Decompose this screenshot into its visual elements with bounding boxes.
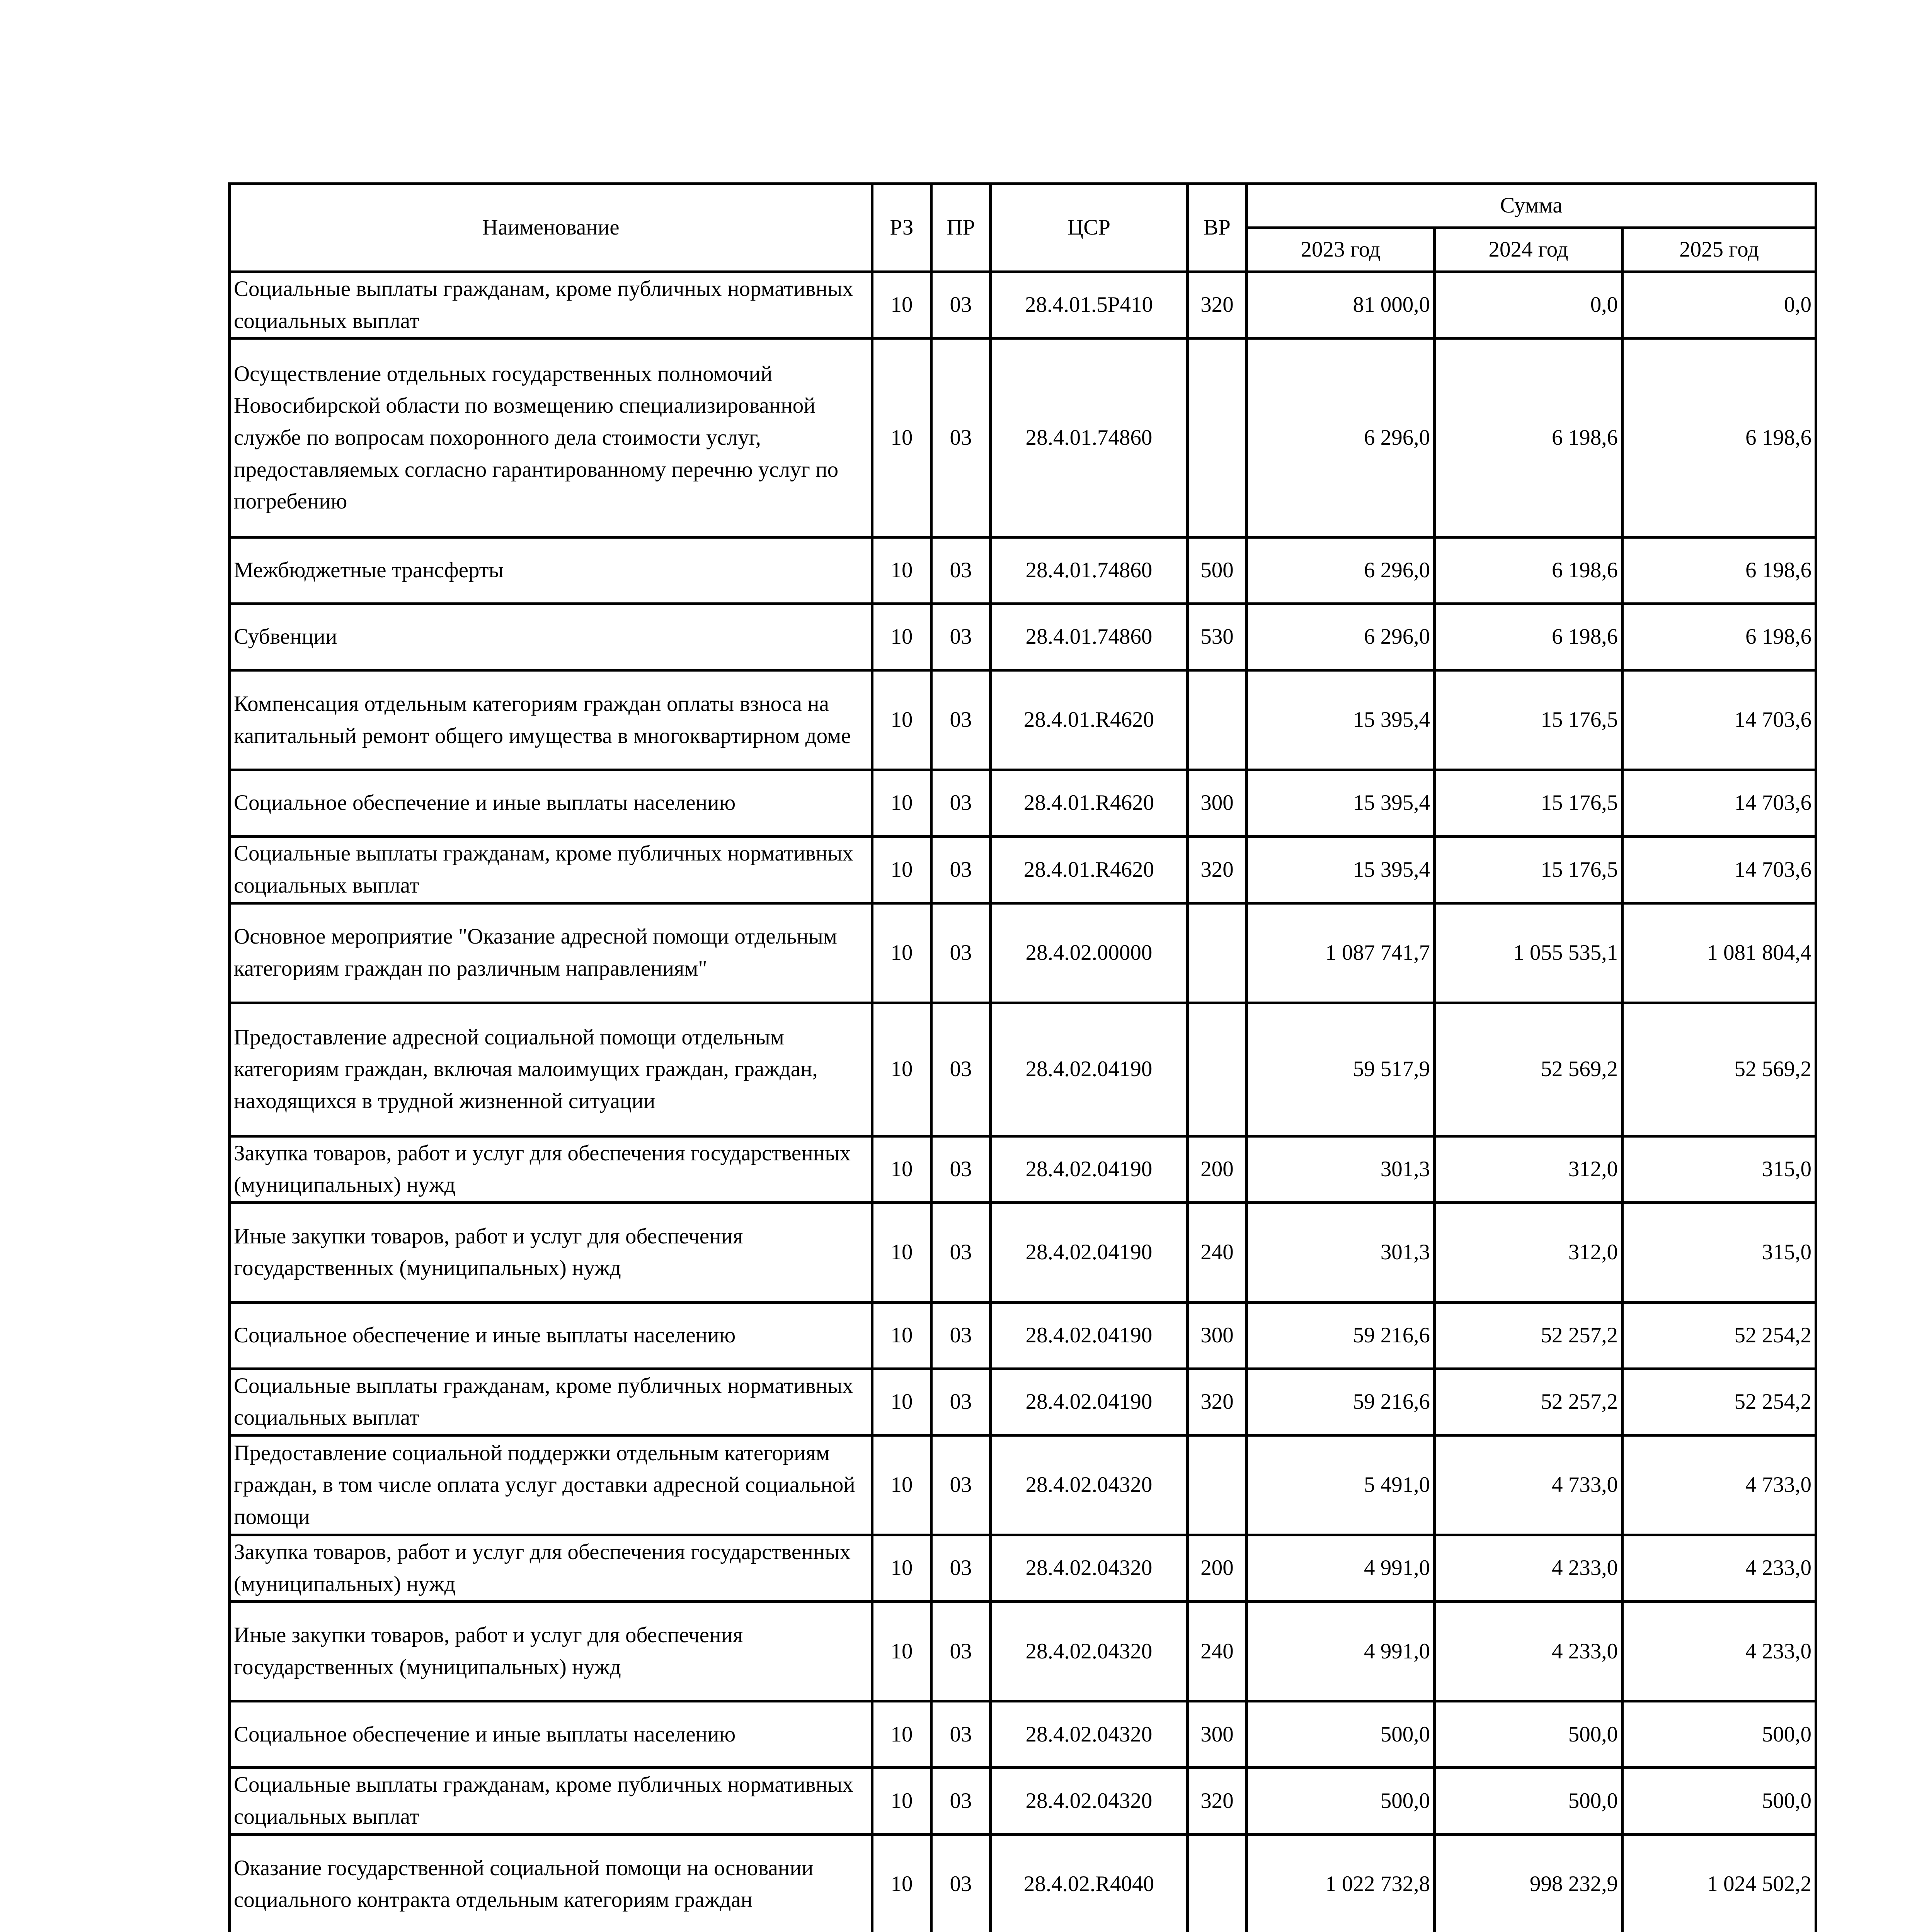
row-sum-2023: 59 216,6 xyxy=(1247,1369,1435,1435)
header-rz: РЗ xyxy=(872,184,931,272)
row-name: Социальное обеспечение и иные выплаты населению xyxy=(230,770,872,837)
row-sum-2025: 14 703,6 xyxy=(1622,670,1816,770)
row-sum-2025: 500,0 xyxy=(1622,1768,1816,1834)
row-csr: 28.4.01.74860 xyxy=(991,537,1188,604)
row-csr: 28.4.02.04320 xyxy=(991,1435,1188,1535)
row-vr: 320 xyxy=(1188,837,1247,903)
row-vr: 530 xyxy=(1188,604,1247,670)
header-sum: Сумма xyxy=(1247,184,1816,228)
row-vr: 300 xyxy=(1188,1701,1247,1768)
row-rz: 10 xyxy=(872,1701,931,1768)
row-vr xyxy=(1188,1003,1247,1136)
table-row xyxy=(230,1768,1816,1834)
row-sum-2024: 4 233,0 xyxy=(1435,1535,1622,1602)
row-pr: 03 xyxy=(931,903,991,1003)
row-sum-2024: 52 257,2 xyxy=(1435,1302,1622,1369)
row-sum-2023: 4 991,0 xyxy=(1247,1602,1435,1701)
row-vr xyxy=(1188,670,1247,770)
table-row xyxy=(230,770,1816,837)
row-sum-2024: 312,0 xyxy=(1435,1136,1622,1202)
row-sum-2025: 6 198,6 xyxy=(1622,338,1816,537)
header-2023: 2023 год xyxy=(1247,228,1435,272)
row-pr: 03 xyxy=(931,1202,991,1302)
row-pr: 03 xyxy=(931,1834,991,1932)
row-rz: 10 xyxy=(872,837,931,903)
row-csr: 28.4.01.R4620 xyxy=(991,770,1188,837)
header-csr: ЦСР xyxy=(991,184,1188,272)
row-vr: 500 xyxy=(1188,537,1247,604)
row-csr: 28.4.02.04190 xyxy=(991,1369,1188,1435)
row-csr: 28.4.01.74860 xyxy=(991,338,1188,537)
row-rz: 10 xyxy=(872,1369,931,1435)
row-sum-2023: 500,0 xyxy=(1247,1768,1435,1834)
row-csr: 28.4.02.04320 xyxy=(991,1535,1188,1602)
row-pr: 03 xyxy=(931,537,991,604)
row-pr: 03 xyxy=(931,1302,991,1369)
table-row xyxy=(230,1834,1816,1932)
row-vr: 300 xyxy=(1188,1302,1247,1369)
row-pr: 03 xyxy=(931,272,991,338)
row-vr: 240 xyxy=(1188,1602,1247,1701)
table-row xyxy=(230,1369,1816,1435)
table-row xyxy=(230,604,1816,670)
row-name: Иные закупки товаров, работ и услуг для обеспечения государственных (муниципальных) нужд xyxy=(230,1602,872,1701)
row-sum-2025: 14 703,6 xyxy=(1622,770,1816,837)
row-csr: 28.4.02.04190 xyxy=(991,1136,1188,1202)
row-rz: 10 xyxy=(872,1003,931,1136)
row-sum-2023: 301,3 xyxy=(1247,1136,1435,1202)
row-sum-2025: 0,0 xyxy=(1622,272,1816,338)
row-sum-2024: 998 232,9 xyxy=(1435,1834,1622,1932)
row-sum-2024: 15 176,5 xyxy=(1435,670,1622,770)
row-csr: 28.4.02.04190 xyxy=(991,1003,1188,1136)
row-sum-2023: 15 395,4 xyxy=(1247,770,1435,837)
row-pr: 03 xyxy=(931,1701,991,1768)
row-sum-2025: 6 198,6 xyxy=(1622,604,1816,670)
row-name: Закупка товаров, работ и услуг для обеспечения государственных (муниципальных) нужд xyxy=(230,1136,872,1202)
row-csr: 28.4.02.04320 xyxy=(991,1602,1188,1701)
row-sum-2024: 6 198,6 xyxy=(1435,338,1622,537)
row-csr: 28.4.02.04190 xyxy=(991,1202,1188,1302)
row-name: Социальные выплаты гражданам, кроме публичных нормативных социальных выплат xyxy=(230,272,872,338)
row-name: Субвенции xyxy=(230,604,872,670)
row-pr: 03 xyxy=(931,1535,991,1602)
row-pr: 03 xyxy=(931,1369,991,1435)
row-sum-2023: 6 296,0 xyxy=(1247,537,1435,604)
table-row xyxy=(230,670,1816,770)
row-sum-2023: 1 087 741,7 xyxy=(1247,903,1435,1003)
header-pr: ПР xyxy=(931,184,991,272)
row-sum-2024: 6 198,6 xyxy=(1435,537,1622,604)
row-csr: 28.4.01.74860 xyxy=(991,604,1188,670)
row-csr: 28.4.02.04320 xyxy=(991,1701,1188,1768)
row-name: Межбюджетные трансферты xyxy=(230,537,872,604)
row-rz: 10 xyxy=(872,338,931,537)
row-csr: 28.4.02.04320 xyxy=(991,1768,1188,1834)
row-name: Социальные выплаты гражданам, кроме публичных нормативных социальных выплат xyxy=(230,1768,872,1834)
row-sum-2023: 59 517,9 xyxy=(1247,1003,1435,1136)
row-sum-2024: 1 055 535,1 xyxy=(1435,903,1622,1003)
row-name: Социальные выплаты гражданам, кроме публичных нормативных социальных выплат xyxy=(230,837,872,903)
row-sum-2024: 312,0 xyxy=(1435,1202,1622,1302)
table-row xyxy=(230,903,1816,1003)
row-sum-2025: 500,0 xyxy=(1622,1701,1816,1768)
row-pr: 03 xyxy=(931,1136,991,1202)
row-vr: 320 xyxy=(1188,1768,1247,1834)
row-pr: 03 xyxy=(931,338,991,537)
row-csr: 28.4.02.04190 xyxy=(991,1302,1188,1369)
row-rz: 10 xyxy=(872,903,931,1003)
row-sum-2024: 4 733,0 xyxy=(1435,1435,1622,1535)
row-vr: 200 xyxy=(1188,1535,1247,1602)
row-sum-2024: 15 176,5 xyxy=(1435,837,1622,903)
row-pr: 03 xyxy=(931,604,991,670)
row-sum-2023: 59 216,6 xyxy=(1247,1302,1435,1369)
row-pr: 03 xyxy=(931,837,991,903)
header-2024: 2024 год xyxy=(1435,228,1622,272)
row-sum-2025: 1 024 502,2 xyxy=(1622,1834,1816,1932)
row-vr: 320 xyxy=(1188,272,1247,338)
row-rz: 10 xyxy=(872,1602,931,1701)
row-name: Закупка товаров, работ и услуг для обеспечения государственных (муниципальных) нужд xyxy=(230,1535,872,1602)
table-row xyxy=(230,1136,1816,1202)
row-sum-2024: 15 176,5 xyxy=(1435,770,1622,837)
row-vr xyxy=(1188,338,1247,537)
row-vr: 240 xyxy=(1188,1202,1247,1302)
row-name: Предоставление социальной поддержки отдельным категориям граждан, в том числе оплата услуг доставки адресной социальной помощи xyxy=(230,1435,872,1535)
row-rz: 10 xyxy=(872,1302,931,1369)
row-csr: 28.4.02.00000 xyxy=(991,903,1188,1003)
row-csr: 28.4.01.R4620 xyxy=(991,837,1188,903)
row-csr: 28.4.02.R4040 xyxy=(991,1834,1188,1932)
row-csr: 28.4.01.R4620 xyxy=(991,670,1188,770)
row-sum-2023: 6 296,0 xyxy=(1247,338,1435,537)
row-name: Компенсация отдельным категориям граждан оплаты взноса на капитальный ремонт общего имущества в многоквартирном доме xyxy=(230,670,872,770)
row-vr: 200 xyxy=(1188,1136,1247,1202)
row-sum-2023: 6 296,0 xyxy=(1247,604,1435,670)
row-rz: 10 xyxy=(872,604,931,670)
row-sum-2025: 1 081 804,4 xyxy=(1622,903,1816,1003)
row-rz: 10 xyxy=(872,537,931,604)
row-sum-2025: 52 569,2 xyxy=(1622,1003,1816,1136)
row-sum-2025: 4 733,0 xyxy=(1622,1435,1816,1535)
row-sum-2025: 315,0 xyxy=(1622,1136,1816,1202)
row-vr: 320 xyxy=(1188,1369,1247,1435)
row-sum-2023: 301,3 xyxy=(1247,1202,1435,1302)
row-sum-2024: 52 569,2 xyxy=(1435,1003,1622,1136)
table-row xyxy=(230,1302,1816,1369)
row-pr: 03 xyxy=(931,1003,991,1136)
row-sum-2025: 52 254,2 xyxy=(1622,1302,1816,1369)
row-vr xyxy=(1188,1435,1247,1535)
row-sum-2023: 500,0 xyxy=(1247,1701,1435,1768)
header-2025: 2025 год xyxy=(1622,228,1816,272)
row-sum-2025: 4 233,0 xyxy=(1622,1602,1816,1701)
row-vr xyxy=(1188,903,1247,1003)
row-sum-2024: 500,0 xyxy=(1435,1701,1622,1768)
table-row xyxy=(230,1003,1816,1136)
row-pr: 03 xyxy=(931,770,991,837)
row-sum-2025: 315,0 xyxy=(1622,1202,1816,1302)
row-vr: 300 xyxy=(1188,770,1247,837)
table-row xyxy=(230,837,1816,903)
row-name: Осуществление отдельных государственных полномочий Новосибирской области по возмещению специализированной службе по вопросам похоронного дела стоимости услуг, предоставляемых согласно гарантированному перечню услуг по погребению xyxy=(230,338,872,537)
row-rz: 10 xyxy=(872,1834,931,1932)
header-vr: ВР xyxy=(1188,184,1247,272)
row-rz: 10 xyxy=(872,670,931,770)
row-name: Социальное обеспечение и иные выплаты населению xyxy=(230,1302,872,1369)
row-sum-2025: 4 233,0 xyxy=(1622,1535,1816,1602)
table-row xyxy=(230,537,1816,604)
row-name: Основное мероприятие "Оказание адресной помощи отдельным категориям граждан по различным направлениям" xyxy=(230,903,872,1003)
row-sum-2024: 0,0 xyxy=(1435,272,1622,338)
row-rz: 10 xyxy=(872,1435,931,1535)
table-row xyxy=(230,1435,1816,1535)
row-rz: 10 xyxy=(872,1768,931,1834)
table-row xyxy=(230,272,1816,338)
row-sum-2024: 6 198,6 xyxy=(1435,604,1622,670)
row-sum-2023: 4 991,0 xyxy=(1247,1535,1435,1602)
row-sum-2025: 14 703,6 xyxy=(1622,837,1816,903)
table-row xyxy=(230,1202,1816,1302)
row-rz: 10 xyxy=(872,1202,931,1302)
row-csr: 28.4.01.5Р410 xyxy=(991,272,1188,338)
table-body xyxy=(230,272,1816,1932)
row-sum-2024: 4 233,0 xyxy=(1435,1602,1622,1701)
row-sum-2025: 6 198,6 xyxy=(1622,537,1816,604)
table-row xyxy=(230,1701,1816,1768)
row-name: Социальные выплаты гражданам, кроме публичных нормативных социальных выплат xyxy=(230,1369,872,1435)
row-sum-2023: 5 491,0 xyxy=(1247,1435,1435,1535)
row-sum-2024: 500,0 xyxy=(1435,1768,1622,1834)
row-name: Социальное обеспечение и иные выплаты населению xyxy=(230,1701,872,1768)
header-name: Наименование xyxy=(230,184,872,272)
budget-table xyxy=(228,182,1817,1932)
row-sum-2023: 1 022 732,8 xyxy=(1247,1834,1435,1932)
row-name: Предоставление адресной социальной помощи отдельным категориям граждан, включая малоимущих граждан, граждан, находящихся в трудной жизненной ситуации xyxy=(230,1003,872,1136)
row-pr: 03 xyxy=(931,1768,991,1834)
row-rz: 10 xyxy=(872,272,931,338)
row-rz: 10 xyxy=(872,1136,931,1202)
table-row xyxy=(230,1602,1816,1701)
row-vr xyxy=(1188,1834,1247,1932)
row-rz: 10 xyxy=(872,770,931,837)
row-rz: 10 xyxy=(872,1535,931,1602)
row-sum-2023: 15 395,4 xyxy=(1247,837,1435,903)
row-pr: 03 xyxy=(931,1435,991,1535)
row-name: Оказание государственной социальной помощи на основании социального контракта отдельным категориям граждан xyxy=(230,1834,872,1932)
row-pr: 03 xyxy=(931,670,991,770)
row-name: Иные закупки товаров, работ и услуг для обеспечения государственных (муниципальных) нужд xyxy=(230,1202,872,1302)
table-row xyxy=(230,1535,1816,1602)
row-sum-2024: 52 257,2 xyxy=(1435,1369,1622,1435)
table-row xyxy=(230,338,1816,537)
row-sum-2023: 15 395,4 xyxy=(1247,670,1435,770)
row-sum-2023: 81 000,0 xyxy=(1247,272,1435,338)
row-sum-2025: 52 254,2 xyxy=(1622,1369,1816,1435)
row-pr: 03 xyxy=(931,1602,991,1701)
